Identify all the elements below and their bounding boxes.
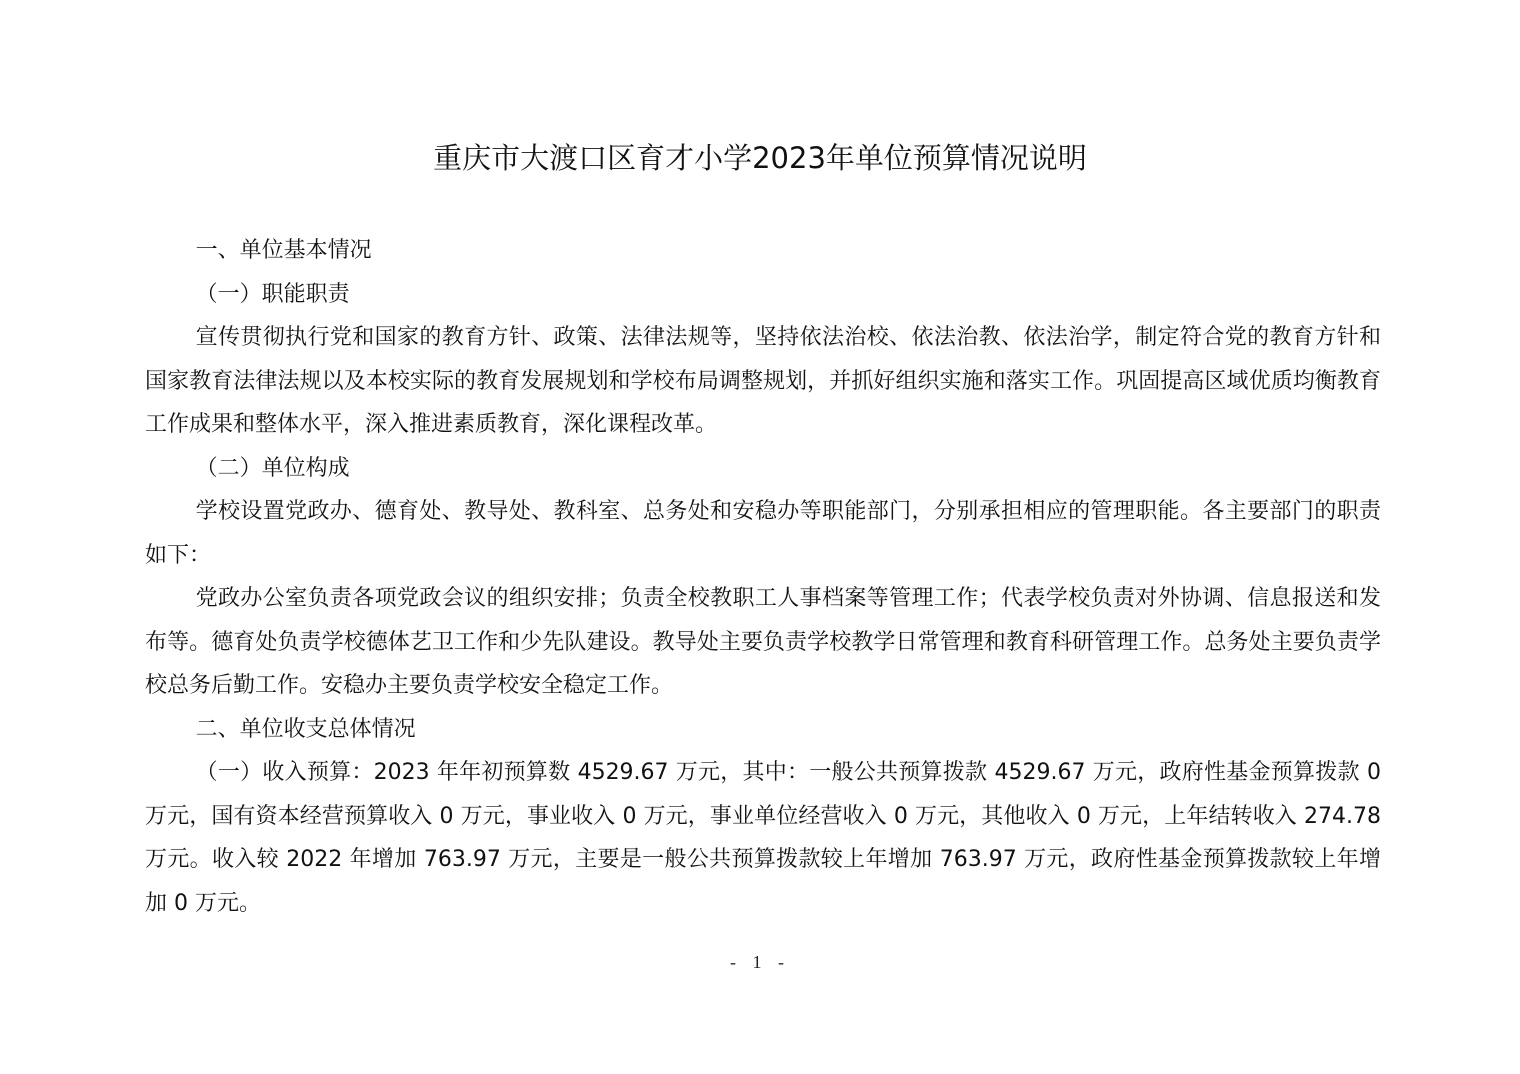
subsection-heading-composition: （二）单位构成 — [195, 455, 350, 481]
subsection-heading-functions: （一）职能职责 — [195, 281, 350, 307]
document-body — [145, 229, 1381, 925]
paragraph-functions: 宣传贯彻执行党和国家的教育方针、政策、法律法规等，坚持依法治校、依法治教、依法治学，制定符合党的教育方针和国家教育法律法规以及本校实际的教育发展规划和学校布局调整规划，并抓好组织实施和落实工作。巩固提高区域优质均衡教育工作成果和整体水平，深入推进素质教育，深化课程改革。 — [145, 325, 1381, 437]
paragraph-department-duties: 党政办公室负责各项党政会议的组织安排；负责全校教职工人事档案等管理工作；代表学校负责对外协调、信息报送和发布等。德育处负责学校德体艺卫工作和少先队建设。教导处主要负责学校教学日常管理和教育科研管理工作。总务处主要负责学校总务后勤工作。安稳办主要负责学校安全稳定工作。 — [145, 586, 1381, 698]
paragraph-income-budget: （一）收入预算：2023 年年初预算数 4529.67 万元，其中：一般公共预算拨款 4529.67 万元，政府性基金预算拨款 0 万元，国有资本经营预算收入 0 万元，事业收入 0 万元，事业单位经营收入 0 万元，其他收入 0 万元，上年结转收入 274.78 万元。收入较 2022 年增加 763.97 万元，主要是一般公共预算拨款较上年增加 763.97 万元，政府性基金预算拨款较上年增加 0 万元。 — [145, 760, 1381, 916]
section-heading-basic-info: 一、单位基本情况 — [195, 238, 372, 263]
document-title: 重庆市大渡口区育才小学2023年单位预算情况说明 — [433, 141, 1087, 175]
section-heading-budget-overview: 二、单位收支总体情况 — [195, 716, 416, 742]
page-number: - 1 - — [730, 952, 790, 972]
paragraph-composition: 学校设置党政办、德育处、教导处、教科室、总务处和安稳办等职能部门，分别承担相应的管理职能。各主要部门的职责如下： — [145, 499, 1381, 568]
